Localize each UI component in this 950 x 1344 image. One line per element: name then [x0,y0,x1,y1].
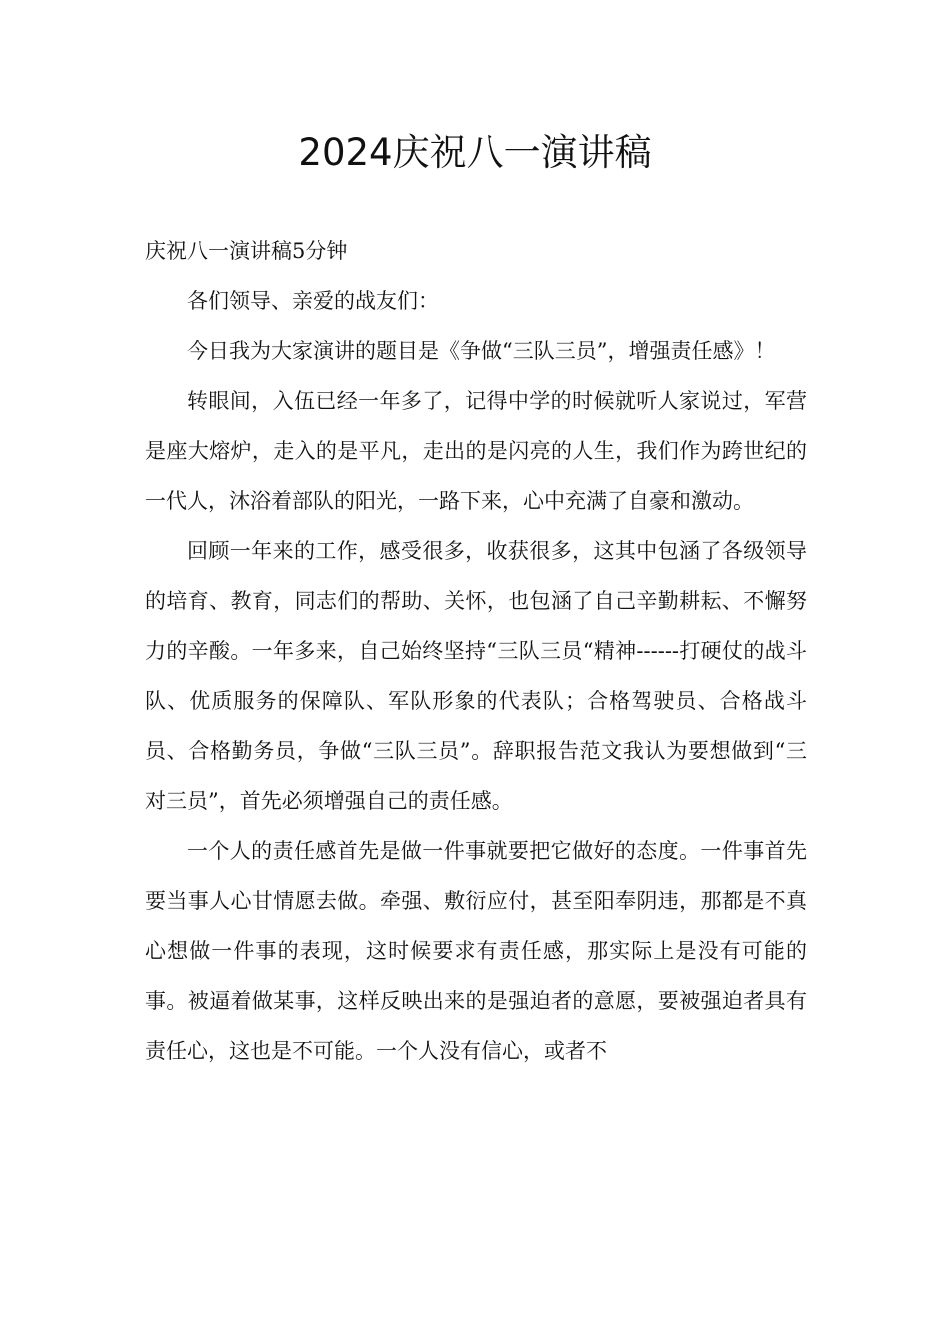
document-title: 2024庆祝八一演讲稿 [298,131,652,174]
document-subtitle: 庆祝八一演讲稿5分钟 [145,239,348,263]
paragraph-topic: 今日我为大家演讲的题目是《争做“三队三员”，增强责任感》！ [187,339,776,363]
document-body [145,226,807,1076]
paragraph-enlistment: 转眼间，入伍已经一年多了，记得中学的时候就听人家说过，军营是座大熔炉，走入的是平凡，走出的是闪亮的人生，我们作为跨世纪的一代人，沐浴着部队的阳光，一路下来，心中充满了自豪和激动。 [145,389,807,513]
paragraph-greeting: 各们领导、亲爱的战友们： [187,289,439,313]
paragraph-review: 回顾一年来的工作，感受很多，收获很多，这其中包涵了各级领导的培育、教育，同志们的帮助、关怀，也包涵了自己辛勤耕耘、不懈努力的辛酸。一年多来，自己始终坚持“三队三员“精神------打硬仗的战斗队、优质服务的保障队、军队形象的代表队；合格驾驶员、合格战斗员、合格勤务员，争做“三队三员”。辞职报告范文我认为要想做到“三对三员”，首先必须增强自己的责任感。 [145,539,807,813]
paragraph-responsibility: 一个人的责任感首先是做一件事就要把它做好的态度。一件事首先要当事人心甘情愿去做。牵强、敷衍应付，甚至阳奉阴违，那都是不真心想做一件事的表现，这时候要求有责任感，那实际上是没有可能的事。被逼着做某事，这样反映出来的是强迫者的意愿，要被强迫者具有责任心，这也是不可能。一个人没有信心，或者不 [145,839,807,1063]
